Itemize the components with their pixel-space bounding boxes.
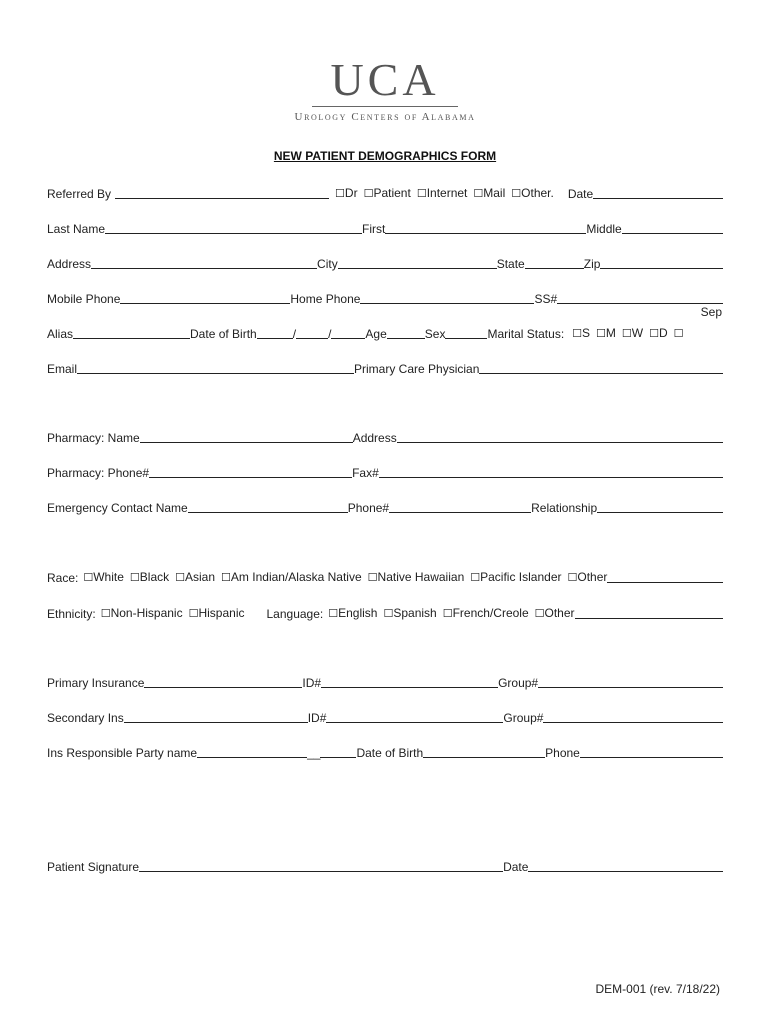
pharmacy-fax-label: Fax#	[352, 466, 379, 480]
race-option-white[interactable]: ☐White	[83, 570, 124, 584]
emergency-name-field[interactable]	[188, 500, 348, 513]
marital-option-w[interactable]: ☐W	[621, 326, 644, 340]
city-field[interactable]	[338, 256, 497, 269]
responsible-party-label: Ins Responsible Party name	[47, 746, 198, 760]
primary-id-field[interactable]	[321, 675, 498, 688]
language-option-spanish[interactable]: ☐Spanish	[383, 606, 437, 620]
ethnicity-option-non-hispanic[interactable]: ☐Non-Hispanic	[100, 606, 183, 620]
alias-label: Alias	[47, 327, 74, 341]
referral-option-internet[interactable]: ☐Internet	[416, 186, 468, 200]
pharmacy-fax-field[interactable]	[379, 465, 723, 478]
dob-slash: /	[292, 327, 297, 341]
checkbox-icon: ☐	[621, 327, 632, 340]
referral-date-label: Date	[567, 187, 594, 201]
marital-option-sep[interactable]	[674, 326, 684, 341]
marital-option-m[interactable]: ☐M	[596, 326, 616, 340]
language-label: Language:	[266, 607, 324, 621]
uca-logo	[0, 56, 770, 123]
home-phone-label: Home Phone	[290, 292, 361, 306]
dob-month-field[interactable]	[257, 326, 293, 339]
ss-field[interactable]	[557, 291, 723, 304]
dob-day-field[interactable]	[296, 326, 328, 339]
ethnicity-label: Ethnicity:	[47, 607, 96, 621]
secondary-id-field[interactable]	[326, 710, 503, 723]
last-name-label: Last Name	[47, 222, 106, 236]
logo-divider	[312, 106, 458, 107]
pharmacy-phone-field[interactable]	[149, 465, 352, 478]
checkbox-icon: ☐	[221, 571, 231, 584]
primary-group-field[interactable]	[538, 675, 723, 688]
pharmacy-address-field[interactable]	[397, 430, 723, 443]
referral-option-dr[interactable]: ☐Dr	[335, 186, 358, 200]
emergency-name-label: Emergency Contact Name	[47, 501, 188, 515]
responsible-party-blank: __	[307, 746, 321, 760]
checkbox-icon: ☐	[367, 571, 378, 584]
mobile-phone-label: Mobile Phone	[47, 292, 121, 306]
form-title: NEW PATIENT DEMOGRAPHICS FORM	[273, 149, 497, 163]
address-row	[47, 256, 723, 271]
responsible-party-field-end[interactable]	[320, 745, 356, 758]
language-option-other[interactable]: ☐Other	[534, 606, 575, 620]
checkbox-icon: ☐	[363, 187, 374, 200]
sex-label: Sex	[424, 327, 446, 341]
checkbox-icon: ☐	[175, 571, 186, 584]
emergency-phone-field[interactable]	[389, 500, 531, 513]
marital-option-d[interactable]: ☐D	[649, 326, 668, 340]
zip-field[interactable]	[600, 256, 723, 269]
state-field[interactable]	[525, 256, 584, 269]
responsible-dob-label: Date of Birth	[356, 746, 424, 760]
emergency-phone-label: Phone#	[347, 501, 390, 515]
secondary-insurance-label: Secondary Ins	[47, 711, 124, 725]
pharmacy-phone-label: Pharmacy: Phone#	[47, 466, 150, 480]
address-field[interactable]	[91, 256, 317, 269]
primary-insurance-row	[47, 675, 723, 690]
checkbox-icon: ☐	[572, 327, 583, 340]
sex-field[interactable]	[445, 326, 487, 339]
language-option-french-creole[interactable]: ☐French/Creole	[442, 606, 529, 620]
relationship-field[interactable]	[597, 500, 723, 513]
email-label: Email	[47, 362, 78, 376]
dob-slash: /	[328, 327, 332, 341]
race-option-other[interactable]: ☐Other	[567, 570, 608, 584]
responsible-party-row	[47, 745, 723, 760]
race-other-field[interactable]	[607, 570, 723, 583]
language-other-field[interactable]	[575, 606, 723, 619]
secondary-insurance-field[interactable]	[124, 710, 308, 723]
signature-field[interactable]	[139, 859, 503, 872]
responsible-phone-label: Phone	[545, 746, 580, 760]
pharmacy-phone-row	[47, 465, 723, 480]
signature-date-label: Date	[503, 860, 529, 874]
secondary-id-label: ID#	[307, 711, 327, 725]
personal-row	[47, 326, 723, 341]
checkbox-icon: ☐	[328, 607, 339, 620]
checkbox-icon: ☐	[596, 327, 606, 340]
checkbox-icon: ☐	[442, 607, 453, 620]
responsible-dob-field[interactable]	[423, 745, 545, 758]
referral-row	[47, 186, 723, 201]
middle-name-field[interactable]	[622, 221, 723, 234]
age-label: Age	[365, 327, 387, 341]
secondary-insurance-row	[47, 710, 723, 725]
ethnicity-option-hispanic[interactable]: ☐Hispanic	[188, 606, 245, 620]
checkbox-icon: ☐	[511, 187, 522, 200]
checkbox-icon: ☐	[188, 607, 199, 620]
address-label: Address	[47, 257, 92, 271]
secondary-group-field[interactable]	[543, 710, 723, 723]
checkbox-icon: ☐	[470, 571, 481, 584]
race-option-native-hawaiian[interactable]: ☐Native Hawaiian	[367, 570, 465, 584]
primary-insurance-field[interactable]	[144, 675, 302, 688]
pharmacy-name-label: Pharmacy: Name	[47, 431, 140, 445]
primary-id-label: ID#	[302, 676, 322, 690]
responsible-phone-field[interactable]	[580, 745, 723, 758]
zip-label: Zip	[583, 257, 601, 271]
first-name-label: First	[362, 222, 386, 236]
ss-label: SS#	[534, 292, 558, 306]
checkbox-icon: ☐	[534, 607, 545, 620]
race-option-asian[interactable]: ☐Asian	[175, 570, 216, 584]
ethnicity-language-row	[47, 606, 723, 621]
referral-option-patient[interactable]: ☐Patient	[363, 186, 411, 200]
checkbox-icon: ☐	[673, 327, 684, 340]
language-option-english[interactable]: ☐English	[328, 606, 378, 620]
checkbox-icon: ☐	[100, 607, 111, 620]
email-row	[47, 361, 723, 376]
dob-label: Date of Birth	[190, 327, 257, 341]
checkbox-icon: ☐	[383, 607, 394, 620]
secondary-group-label: Group#	[503, 711, 544, 725]
race-option-am-indian[interactable]: ☐Am Indian/Alaska Native	[221, 570, 362, 584]
signature-label: Patient Signature	[47, 860, 140, 874]
age-field[interactable]	[387, 326, 425, 339]
form-revision: DEM-001 (rev. 7/18/22)	[595, 982, 720, 996]
primary-group-label: Group#	[498, 676, 539, 690]
responsible-party-field[interactable]	[197, 745, 307, 758]
city-label: City	[317, 257, 338, 271]
checkbox-icon: ☐	[416, 187, 427, 200]
middle-name-label: Middle	[586, 222, 622, 236]
pcp-field[interactable]	[479, 361, 723, 374]
checkbox-icon: ☐	[129, 571, 140, 584]
signature-date-field[interactable]	[528, 859, 723, 872]
referral-option-other[interactable]: ☐Other.	[511, 186, 554, 200]
checkbox-icon: ☐	[83, 571, 94, 584]
emergency-row	[47, 500, 723, 515]
relationship-label: Relationship	[531, 501, 598, 515]
referred-by-field[interactable]	[115, 186, 329, 199]
pharmacy-address-label: Address	[352, 431, 397, 445]
race-label: Race:	[47, 571, 79, 585]
logo-subtitle: Urology Centers of Alabama	[294, 111, 476, 123]
first-name-field[interactable]	[385, 221, 586, 234]
phone-row	[47, 291, 723, 306]
signature-row	[47, 859, 723, 874]
pharmacy-name-field[interactable]	[140, 430, 353, 443]
pcp-label: Primary Care Physician	[354, 362, 480, 376]
race-option-pacific-islander[interactable]: ☐Pacific Islander	[470, 570, 562, 584]
race-option-black[interactable]: ☐Black	[129, 570, 170, 584]
primary-insurance-label: Primary Insurance	[47, 676, 145, 690]
checkbox-icon: ☐	[335, 187, 345, 200]
logo-mark: UCA	[330, 54, 440, 105]
race-row	[47, 570, 723, 585]
checkbox-icon: ☐	[649, 327, 659, 340]
referred-by-label: Referred By	[47, 187, 112, 201]
sep-note: Sep	[700, 305, 722, 319]
last-name-field[interactable]	[105, 221, 362, 234]
dob-year-field[interactable]	[331, 326, 365, 339]
checkbox-icon: ☐	[567, 571, 578, 584]
pharmacy-name-row	[47, 430, 723, 445]
alias-field[interactable]	[73, 326, 190, 339]
referral-option-mail[interactable]: ☐Mail	[473, 186, 506, 200]
referral-date-field[interactable]	[593, 186, 723, 199]
mobile-phone-field[interactable]	[120, 291, 290, 304]
state-label: State	[496, 257, 525, 271]
marital-option-s[interactable]: ☐S	[572, 326, 591, 340]
home-phone-field[interactable]	[360, 291, 534, 304]
email-field[interactable]	[77, 361, 354, 374]
marital-status-label: Marital Status:	[487, 327, 565, 341]
name-row	[47, 221, 723, 236]
checkbox-icon: ☐	[473, 187, 484, 200]
